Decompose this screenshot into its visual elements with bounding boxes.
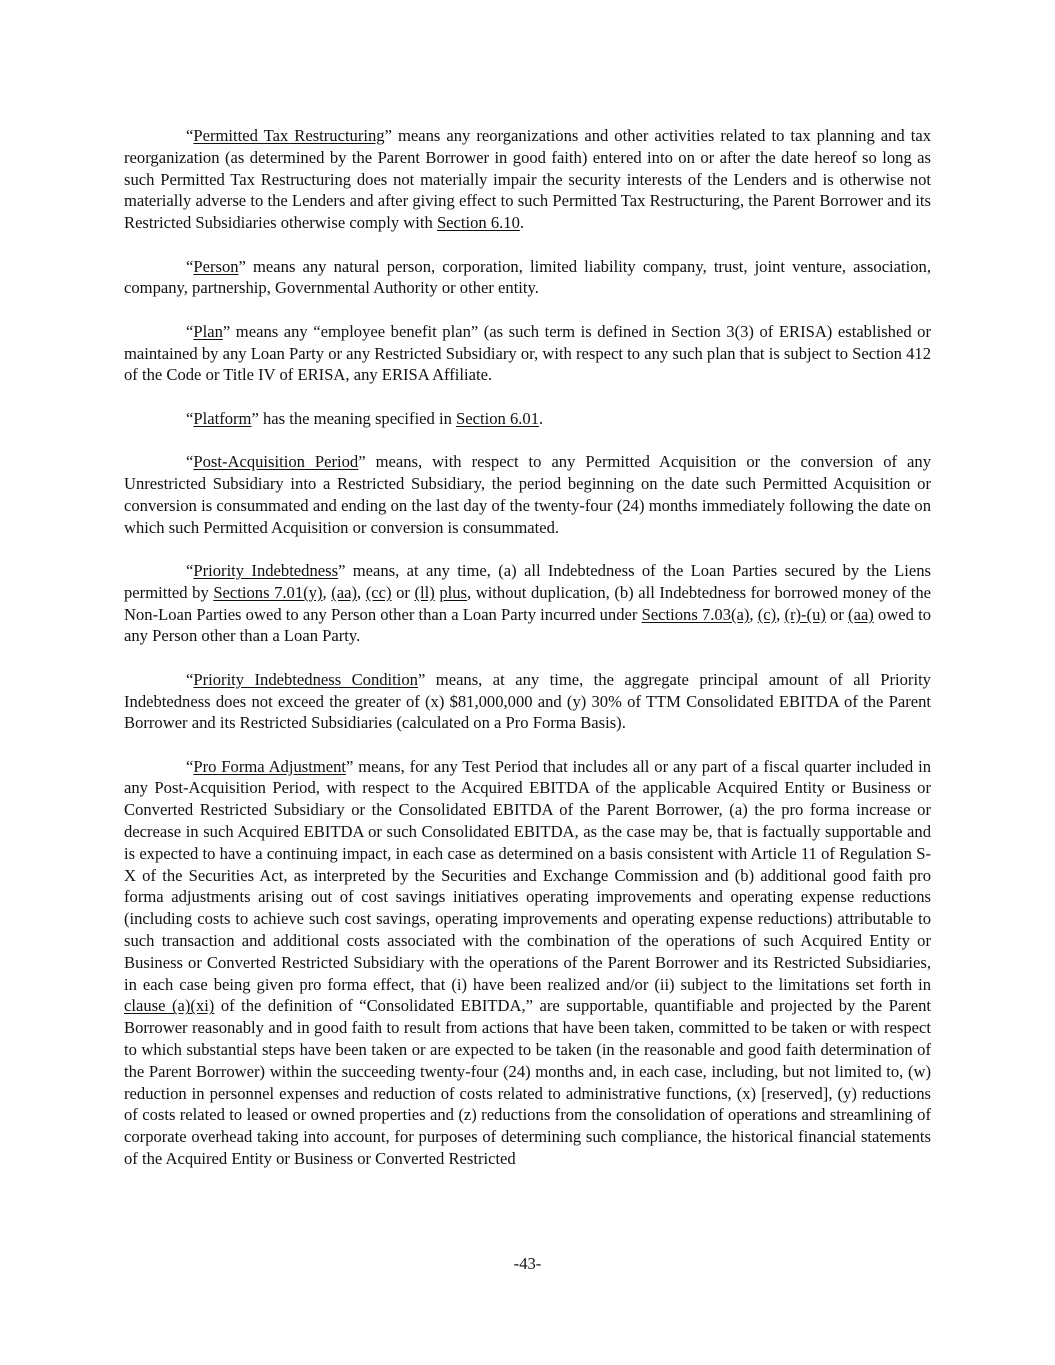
paragraph-text: owed to any Person other than a Loan Party. xyxy=(124,604,932,646)
paragraph-text: of the definition of “Consolidated EBITDA,” are supportable, quantifiable and projected by the Parent Borrower reasonably and in good faith to result from actions that have been taken, committed to be taken or with respect to which substantial steps have been taken or are expected to be taken (in the reasonable and good faith determination of the Parent Borrower) within the succeeding twenty-four (24) months and, in each case, including, but not limited to, (w) reduction in personnel expenses and reduction of costs related to administrative functions, (x) [reserved], (y) reductions of costs related to leased or owned properties and (z) reductions from the consolidation of operations and streamlining of corporate overhead taking into account, for purposes of determining such compliance, the historical financial statements of the Acquired Entity or Business or Converted Restricted xyxy=(124,996,932,1169)
paragraph-text: “ xyxy=(186,126,194,145)
paragraph-text: , xyxy=(322,582,332,602)
underlined-term: Plan xyxy=(193,321,223,341)
paragraph-text: ” means, with respect to any Permitted Acquisition or the conversion of any Unrestricted Subsidiary into a Restricted Subsidiary, the period beginning on the date such Permitted Acquisition or conversion is consummated and ending on the last day of the twenty-four (24) months immediately following the date on which such Permitted Acquisition or conversion is consummated. xyxy=(124,452,931,537)
underlined-term: (cc) xyxy=(365,582,392,602)
underlined-term: (c) xyxy=(757,604,777,624)
underlined-term: (r)-(u) xyxy=(784,604,826,624)
paragraph-text: or xyxy=(391,582,415,602)
paragraph-text: “ xyxy=(186,669,194,689)
paragraph-text: ” means any reorganizations and other activities related to tax planning and tax reorganization (as determined by the Parent Borrower in good faith) entered into on or after the date hereof so long as such Permitted Tax Restructuring does not materially impair the security interests of the Lenders and is otherwise not materially adverse to the Lenders and after giving effect to such Permitted Tax Restructuring, the Parent Borrower and its Restricted Subsidiaries otherwise comply with xyxy=(124,126,932,233)
paragraph-text: , xyxy=(776,604,785,624)
underlined-term: Section 6.01 xyxy=(456,408,540,428)
para-permitted-tax-restructuring xyxy=(124,125,931,234)
page-number: -43- xyxy=(513,1254,542,1273)
underlined-term: Section 6.10 xyxy=(436,213,520,233)
underlined-term: (ll) xyxy=(414,582,435,602)
underlined-term: Permitted Tax Restructuring xyxy=(193,126,385,145)
paragraph-text: , without duplication, (b) all Indebtedness for borrowed money of the Non-Loan Parties owed to any Person other than a Loan Party incurred under xyxy=(124,582,932,624)
underlined-term: plus xyxy=(439,582,467,602)
document-page xyxy=(124,125,931,1191)
paragraph-text: . xyxy=(519,213,525,233)
paragraph-text: “ xyxy=(186,756,194,776)
para-priority-indebtedness-condition xyxy=(124,669,931,734)
paragraph-text: , xyxy=(749,604,758,624)
paragraph-text: “ xyxy=(186,321,194,341)
paragraph-text: ” means any “employee benefit plan” (as such term is defined in Section 3(3) of ERISA) established or maintained by any Loan Party or any Restricted Subsidiary or, with respect to any such plan that is subject to Section 412 of the Code or Title IV of ERISA, any ERISA Affiliate. xyxy=(124,321,931,385)
paragraph-text: ” means, for any Test Period that includes all or any part of a fiscal quarter included in any Post-Acquisition Period, with respect to the Acquired EBITDA of the applicable Acquired Entity or Business or Converted Restricted Subsidiary or the Consolidated EBITDA of the Parent Borrower, (a) the pro forma increase or decrease in such Acquired EBITDA or such Consolidated EBITDA, as the case may be, that is factually supportable and is expected to have a continuing impact, in each case as determined on a basis consistent with Article 11 of Regulation S-X of the Securities Act, as interpreted by the Securities and Exchange Commission and (b) additional good faith pro forma adjustments arising out of cost savings initiatives operating improvements and operating expense reductions (including costs to achieve such cost savings, operating improvements and operating expense reductions) attributable to such transaction and additional costs associated with the combination of the operations of such Acquired Entity or Business or Converted Restricted Subsidiary with the operations of the Parent Borrower and its Restricted Subsidiaries, in each case being given pro forma effect, that (i) have been realized and/or (ii) subject to the limitations set forth in xyxy=(124,756,931,994)
underlined-term: Sections 7.01(y) xyxy=(213,582,323,602)
underlined-term: clause (a)(xi) xyxy=(124,996,215,1016)
underlined-term: Platform xyxy=(193,408,252,428)
para-priority-indebtedness xyxy=(124,560,931,647)
underlined-term: Sections 7.03(a) xyxy=(641,604,750,624)
paragraph-text: . xyxy=(539,408,544,428)
paragraph-text: “ xyxy=(186,408,194,428)
paragraph-text: “ xyxy=(186,256,194,276)
underlined-term: Priority Indebtedness xyxy=(193,560,339,580)
paragraph-text: “ xyxy=(186,452,194,472)
para-person xyxy=(124,256,931,300)
underlined-term: Pro Forma Adjustment xyxy=(193,756,347,776)
para-plan xyxy=(124,321,931,386)
underlined-term: Person xyxy=(193,256,239,276)
paragraph-text: ” means, at any time, the aggregate principal amount of all Priority Indebtedness does not exceed the greater of (x) $81,000,000 and (y) 30% of TTM Consolidated EBITDA of the Parent Borrower and its Restricted Subsidiaries (calculated on a Pro Forma Basis). xyxy=(124,669,931,733)
paragraph-text: ” has the meaning specified in xyxy=(251,408,457,428)
underlined-term: Priority Indebtedness Condition xyxy=(193,669,418,689)
underlined-term: (aa) xyxy=(848,604,874,624)
paragraph-text: ” means, at any time, (a) all Indebtedness of the Loan Parties secured by the Liens permitted by xyxy=(124,560,931,602)
paragraph-text: ” means any natural person, corporation, limited liability company, trust, joint venture, association, company, partnership, Governmental Authority or other entity. xyxy=(124,256,931,298)
para-platform xyxy=(124,408,931,430)
paragraph-text: “ xyxy=(186,560,194,580)
paragraph-text: or xyxy=(825,604,849,624)
paragraph-text: , xyxy=(357,582,366,602)
para-post-acquisition-period xyxy=(124,451,931,538)
para-pro-forma-adjustment xyxy=(124,756,931,1170)
underlined-term: Post-Acquisition Period xyxy=(193,452,359,472)
underlined-term: (aa) xyxy=(331,582,358,602)
